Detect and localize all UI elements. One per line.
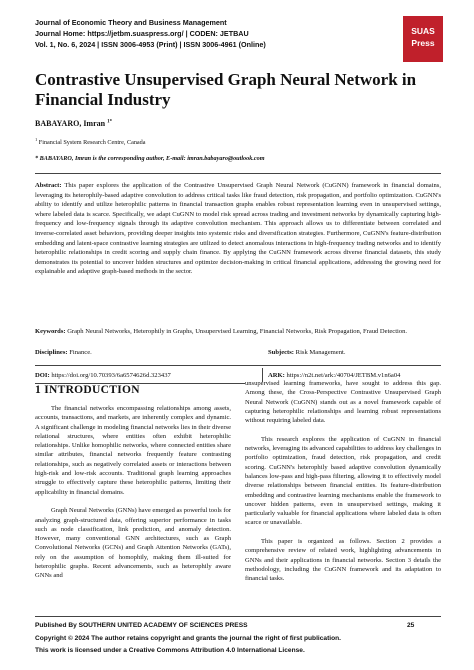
doi xyxy=(35,372,171,379)
page-number: 25 xyxy=(407,622,415,629)
disciplines xyxy=(35,349,92,356)
body-paragraph: Graph Neural Networks (GNNs) have emerged as powerful tools for analyzing graph-structured data, offering superior performance in tasks such as node classification, link prediction, and anomaly detection. However, many conventional GNN architectures, such as Graph Convolutional Networks (GCNs) and Graph Attention Networks (GATs), rely on the assumption of homophily, making them ill-suited for heterophilic graphs. Recent advancements, such as heterophily aware GNNs and xyxy=(35,507,231,580)
logo-text-bottom: Press xyxy=(411,38,435,48)
body-paragraph: This paper is organized as follows. Section 2 provides a comprehensive review of related work, highlighting advancements in GNNs and their applications in financial networks. Section 3 details the methodology, including the CuGNN framework and its adaptation to financial tasks. xyxy=(245,538,441,583)
subjects-value: Risk Management. xyxy=(295,349,346,356)
doi-label: DOI: xyxy=(35,372,50,379)
body-paragraph: The financial networks encompassing relationships among assets, accounts, transactions, and markets, are inherently complex and dynamic. A significant challenge in modeling financial networks lies in their diverse relational structures, where entities often exhibit heterophilic relationships. Unlike homophilic networks, where connected entities share similar attributes, financial networks frequently feature contrasting relationships, such as negatively correlated assets or interactions between high-risk and low-risk accounts. Traditional graph learning approaches struggle to effectively capture these heterophilic patterns, limiting their applicability in financial domains. xyxy=(35,405,231,496)
disciplines-label: Disciplines: xyxy=(35,349,68,356)
body-paragraph: unsupervised learning frameworks, have sought to address this gap. Among these, the Cross-Perspective Contrastive Unsupervised Graph Neural Network (CuGNN) stands out as a novel framework capable of capturing heterophilic relationships and learning robust representations without requiring labeled data. xyxy=(245,380,441,425)
doi-link[interactable]: https://doi.org/10.70393/6a6574626d.323437 xyxy=(51,372,171,379)
suas-press-logo xyxy=(403,16,443,62)
section-heading: 1 INTRODUCTION xyxy=(35,384,140,396)
logo-text-top: SUAS xyxy=(411,26,435,36)
divider xyxy=(35,173,441,174)
ark-label: ARK: xyxy=(268,372,285,379)
keywords-label: Keywords: xyxy=(35,328,66,335)
copyright-line: Copyright © 2024 The author retains copyright and grants the journal the right of first publication. xyxy=(35,635,341,642)
volume-issn: Vol. 1, No. 6, 2024 | ISSN 3006-4953 (Print) | ISSN 3006-4961 (Online) xyxy=(35,40,266,49)
author-line xyxy=(35,119,112,128)
divider xyxy=(35,365,441,366)
paper-title: Contrastive Unsupervised Graph Neural Network in Financial Industry xyxy=(35,70,417,109)
author-superscript: 1* xyxy=(107,119,113,125)
ark-link[interactable]: https://n2t.net/ark:/40704/JETBM.v1n6a04 xyxy=(286,372,401,379)
footer-divider xyxy=(35,616,441,617)
body-paragraph: This research explores the application of CuGNN in financial networks, leveraging its advanced capabilities to address key challenges in portfolio optimization, fraud detection, risk propagation, and credit scoring. CuGNN's heterophily based adaptive convolution dynamically balances low-pass and high-pass filtering, allowing it to effectively model diverse relationships between financial entities. Its feature-distribution embedding and contrastive learning mechanisms enable the framework to uncover hidden patterns, even in unsupervised settings, making it particularly valuable for financial applications where labeled data is often scarce or unavailable. xyxy=(245,435,441,527)
abstract-label: Abstract: xyxy=(35,182,62,189)
body-column-left xyxy=(35,404,231,581)
corresponding-author: * BABAYARO, Imran is the corresponding author, E-mail: imran.babayaro@outlook.com xyxy=(35,155,265,162)
journal-homepage[interactable]: Journal Home: https://jetbm.suaspress.org/ | CODEN: JETBAU xyxy=(35,29,249,38)
abstract-text: This paper explores the application of the Contrastive Unsupervised Graph Neural Network (CuGNN) framework in financial domains, leveraging its heterophily-based adaptive convolution to address critical tasks like fraud detection, risk propagation, and portfolio optimization. CuGNN's ability to identify and utilize heterophilic patterns in financial transaction graphs enables robust representation learning even in unsupervised settings, where labeled data is scarce. Specifically, we adapt CuGNN to model risk spread across trading and investment networks by dynamically capturing high-frequency and low-frequency signals through its adaptive convolution mechanism. This approach allows us to differentiate between correlated and inverse-correlated asset behaviors, providing deeper insights into systemic risks and diversification strategies. Furthermore, CuGNN's feature-distribution embedding and latent-space contrastive learning strategies are utilized to detect anomalous interactions in high-frequency trading networks and to identify heterophilic relationships in credit scoring and supply chain finance. By applying the CuGNN framework across diverse financial datasets, this study demonstrates its potential to uncover hidden structures and optimize decision-making in critical financial applications, addressing the growing need for explainable and adaptive graph-based methods in the sector. xyxy=(35,182,441,276)
disciplines-value: Finance. xyxy=(69,349,92,356)
author-name: BABAYARO, Imran xyxy=(35,119,106,128)
keywords xyxy=(35,327,441,336)
keywords-text: Graph Neural Networks, Heterophily in Graphs, Unsupervised Learning, Financial Networks, Risk Propagation, Fraud Detection. xyxy=(67,328,408,335)
subjects-label: Subjects: xyxy=(268,349,295,356)
ark xyxy=(268,372,400,379)
abstract xyxy=(35,181,441,277)
publisher-line: Published By SOUTHERN UNITED ACADEMY OF SCIENCES PRESS xyxy=(35,622,248,629)
body-column-right xyxy=(245,379,441,584)
affiliation-superscript: 1 xyxy=(35,137,38,142)
license-line[interactable]: This work is licensed under a Creative Commons Attribution 4.0 International License. xyxy=(35,647,305,654)
affiliation xyxy=(35,137,146,146)
journal-header xyxy=(35,17,365,50)
subjects xyxy=(268,349,345,356)
affiliation-text: Financial System Research Centre, Canada xyxy=(38,139,146,147)
journal-name: Journal of Economic Theory and Business Management xyxy=(35,18,227,27)
